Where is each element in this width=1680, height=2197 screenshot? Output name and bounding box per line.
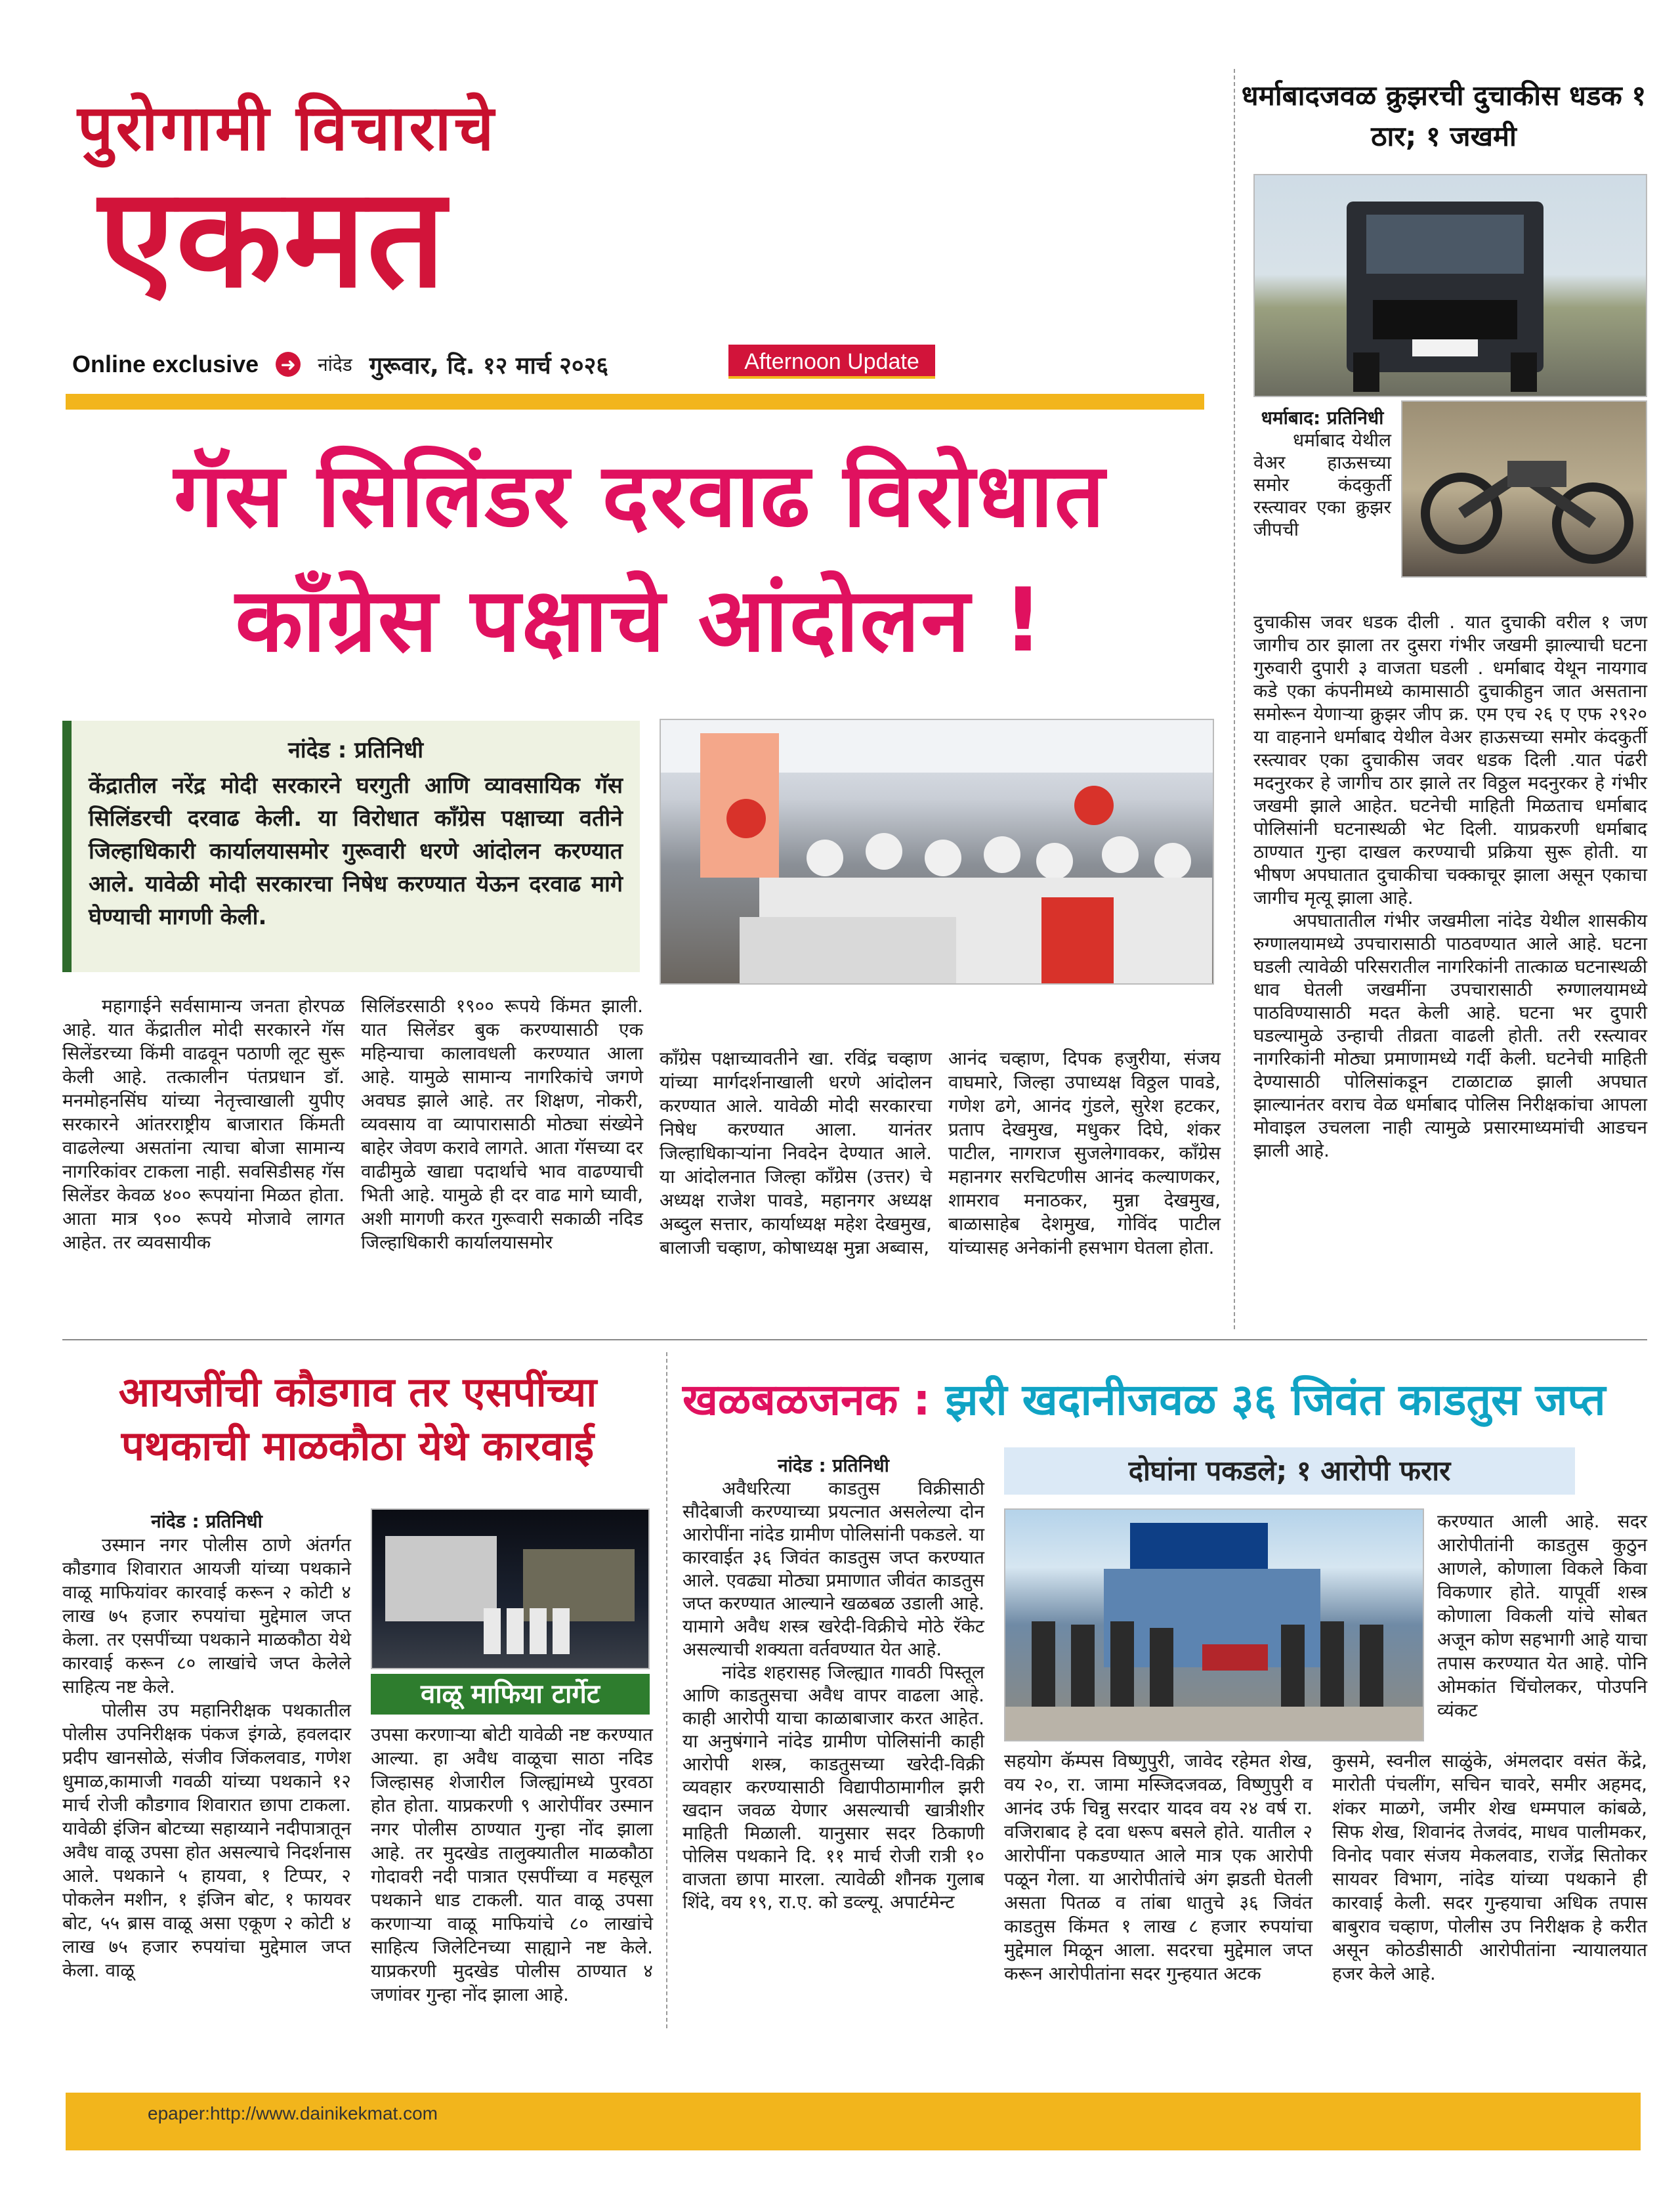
cartridge-col-3a-text: करण्यात आली आहे. सदर आरोपीतांनी काडतुस कुठुन आणले, कोणाला विकले किवा विकणार होते. यापूर्वी शस्त्र कोणाला विकली यांचे सोबत अजून कोण सहभागी आहे याचा तपास करण्यात येत आहे. पोनि ओमकांत चिंचोलकर, पोउपनि व्यंकट (1437, 1510, 1647, 1721)
cartridge-col-3b-text: कुसमे, स्वनील साळुंके, अंमलदार वसंत केंद्रे, मारोती पंचलींग, सचिन चावरे, समीर अहमद, शंकर माळगे, जमीर शेख धम्मपाल कांबळे, सिफ शेख, शिवानंद तेजवंद, माधव पालीमकर, विनोद पवार संजय मेकलवाड, राजेंद्र सितोकर सायवर विभाग, नांदेड यांच्या पथकाने ही कारवाई केली. सदर गुन्हयाचा अधिक तपास बाबुराव चव्हाण, पोलीस उप निरीक्षक हे करीत असून कोठडीसाठी आरोपीतांना न्यायालयात हजर केले आहे. (1332, 1750, 1647, 1984)
lead-summary-box (62, 721, 640, 972)
section-divider (62, 1339, 1647, 1340)
lead-headline-line1: गॅस सिलिंडर दरवाढ विरोधात (173, 444, 1106, 547)
lead-headline-line2: कॉंग्रेस पक्षाचे आंदोलन ! (235, 569, 1045, 672)
bike-illustration (1402, 402, 1647, 578)
bottom-column-divider (666, 1352, 667, 2028)
lead-col-4-text: आनंद चव्हाण, दिपक हजुरीया, संजय वाघमारे, जिल्हा उपाध्यक्ष विठ्ठल पावडे, गणेश ढगे, आनंद गुंडले, सुरेश हटकर, प्रताप देखमुख, मधुकर दिघे, शंकर पाटील, नागराज सुजलेगावकर, कॉंग्रेस महानगर सरचिटणीस आनंद कल्याणकर, शामराव मनाठकर, मुन्ना देखमुख, बाळासाहेब देशमुख, गोविंद पाटील यांच्यासह अनेकांनी हसभाग घेतला होता. (948, 1048, 1221, 1258)
police-station-photo (1004, 1508, 1424, 1741)
side-body-1: दुचाकीस जवर धडक दीली . यात दुचाकी वरील १ जण जागीच ठार झाला तर दुसरा गंभीर जखमी झाल्याची घटना गुरुवारी दुपारी ३ वाजता घडली . धर्माबाद येथून नायगाव कडे एका कंपनीमध्ये कामासाठी दुचाकीहुन जात असताना समोरून येणाऱ्या क्रुझर जीप क्र. एम एच २६ ए एफ २९२० या वाहनाने धर्माबाद येथील वेअर हाऊसच्या समोर कंदकुर्ती रस्त्यावर एका दुचाकीस जवर धडक दिली .यात पंढरी मदनुरकर हे जागीच ठार झाले तर विठ्ठल मदनुरकर हे गंभीर जखमी झाले आहेत. घटनेची माहिती मिळताच धर्माबाद पोलिसांनी घटनास्थळी भेट दिली. याप्रकरणी धर्माबाद ठाण्यात गुन्हा दाखल करण्याची प्रक्रिया सुरू होती. या भीषण अपघातात दुचाकीचा चक्काचूर झाला असून एकाचा जागीच मृत्यू झाला आहे. (1253, 611, 1647, 908)
cartridge-headline-text: झरी खदानीजवळ ३६ जिवंत काडतुस जप्त (945, 1375, 1606, 1425)
side-intro (1253, 407, 1391, 541)
column-divider (1234, 69, 1235, 1329)
edition-badge: Afternoon Update (728, 345, 935, 379)
cartridge-col-2 (1004, 1749, 1312, 1986)
cartridge-col-3b (1332, 1749, 1647, 1986)
masthead-rule (66, 394, 1204, 410)
cartridge-col-1a: अवैधरित्या काडतुस विक्रीसाठी सौदेबाजी करण्याच्या प्रयत्नात असलेल्या दोन आरोपींना नांदेड ग्रामीण पोलिसांनी पकडले. या कारवाईत ३६ जिवंत काडतुस जप्त करण्यात आले. एवढ्या मोठ्या प्रमाणात जीवंत काडतुस जप्त करण्यात आल्याने खळबळ उडाली आहे. यामागे अवैध शस्त्र खरेदी-विक्रीचे मोठे रॅकेट असल्याची शक्यता वर्तवण्यात येत आहे. (682, 1478, 984, 1660)
masthead-tagline: पुरोगामी विचाराचे (77, 91, 497, 165)
lead-col-3-text: कॉंग्रेस पक्षाच्यावतीने खा. रविंद्र चव्हाण यांच्या मार्गदर्शनाखाली धरणे आंदोलन करण्यात आले. यावेळी मोदी सरकारचा निषेध करण्यात आला. यानंतर जिल्हाधिकाऱ्यांना निवदेन देण्यात आले. या आंदोलनात जिल्हा कॉंग्रेस (उत्तर) चे अध्यक्ष राजेश पावडे, महानगर अध्यक्ष अब्दुल सत्तार, कार्याध्यक्ष महेश देखमुख, बालाजी चव्हाण, कोषाध्यक्ष मुन्ना अब्वास, (660, 1048, 932, 1258)
side-intro-text: धर्माबाद येथील वेअर हाऊसच्या समोर कंदकुर्ती रस्त्यावर एका क्रुझर जीपची (1253, 429, 1391, 540)
sand-photo-caption: वाळू माफिया टार्गेट (371, 1674, 650, 1715)
cartridge-kicker: खळबळजनक : (682, 1375, 931, 1425)
arrow-right-circle-icon: ➜ (276, 352, 301, 377)
police-photo-illustration (1005, 1510, 1424, 1741)
sand-col-2 (371, 1723, 653, 2007)
cartridge-byline: नांदेड : प्रतिनिधी (778, 1455, 889, 1476)
lead-col-4 (948, 1047, 1221, 1260)
accident-bike-photo (1401, 400, 1647, 578)
side-byline: धर्माबाद: प्रतिनिधी (1261, 407, 1384, 429)
sand-headline (62, 1365, 653, 1473)
lead-col-3 (660, 1047, 932, 1260)
side-headline: धर्माबादजवळ क्रुझरची दुचाकीस धडक १ ठार; १ जखमी (1241, 79, 1647, 152)
cartridge-col-1 (682, 1454, 984, 1913)
sand-headline-line1: आयजींची कौडगाव तर एसपींच्या (118, 1368, 597, 1416)
lead-col-1 (62, 994, 345, 1254)
footer-epaper-link[interactable]: epaper:http://www.dainikekmat.com (148, 2103, 438, 2123)
sand-byline: नांदेड : प्रतिनिधी (151, 1510, 262, 1532)
masthead-brand-logo: एकमत (98, 156, 447, 318)
lead-col-2 (361, 994, 643, 1254)
side-body-2: अपघातातील गंभीर जखमीला नांदेड येथील शासकीय रुग्णालयामध्ये उपचारासाठी पाठवण्यात आले आहे. घटना घडली त्यावेळी परिसरातील नागरिकांनी तात्काळ घटनास्थळी धाव घेतली जखमींना उपचारासाठी रुग्णालयामध्ये पाठविण्यासाठी मदत केली आहे. घटना भर दुपारी घडल्यामुळे उन्हाची तीव्रता वाढली होती. तरी रस्त्यावर नागरिकांनी मोठ्या प्रमाणामध्ये गर्दी केली. घटनेची माहिती देण्यासाठी पोलिसांकडून टाळाटाळ झाली अपघात झाल्यानंतर वराच वेळ धर्माबाद पोलिस निरीक्षकांचा आपला मोवाइल उचलला नाही त्यामुळे प्रसारमाध्यमांची आडचन झाली आहे. (1253, 910, 1647, 1161)
sand-headline-line2: पथकाची माळकौठा येथे कारवाई (121, 1422, 595, 1470)
lead-byline: नांदेड : प्रतिनिधी (287, 737, 424, 763)
jeep-illustration (1255, 175, 1647, 397)
sand-col-1 (62, 1510, 351, 1982)
sand-photo-illustration (372, 1510, 650, 1669)
cartridge-col-3a (1437, 1510, 1647, 1722)
dateline-date: गुरूवार, दि. १२ मार्च २०२६ (369, 352, 609, 379)
cartridge-col-1b: नांदेड शहरासह जिल्ह्यात गावठी पिस्तूल आणि काडतुसचा अवैध वापर वाढला आहे. काही आरोपी याचा काळाबाजार करत आहेत. या अनुषंगाने नांदेड ग्रामीण पोलिसांनी काही आरोपी शस्त्र, काडतुसच्या खरेदी-विक्री व्यवहार करण्यासाठी विद्यापीठामागील झरी खदान जवळ येणार असल्याची खात्रीशीर माहिती मिळाली. यानुसार सदर ठिकाणी पोलिस पथकाने दि. ११ मार्च रोजी रात्री १० वाजता छापा मारला. त्यावेळी शौनक गुलाब शिंदे, वय १९, रा.ए. को डव्ल्यू. अपार्टमेन्ट (682, 1661, 984, 1913)
cartridge-headline (682, 1372, 1647, 1428)
dateline-city: नांदेड (318, 354, 352, 375)
accident-jeep-photo (1253, 174, 1647, 397)
protest-photo-illustration (661, 720, 1214, 985)
sand-mafia-photo (371, 1508, 650, 1669)
cartridge-subheadline: दोघांना पकडले; १ आरोपी फरार (1004, 1447, 1575, 1495)
lead-headline (62, 433, 1217, 683)
lead-col-1-text: महागाईने सर्वसामान्य जनता होरपळ आहे. यात केंद्रातील मोदी सरकारने गॅस सिलेंडरच्या किंमी वाढवून पठाणी लूट सुरू केली आहे. तत्कालीन पंतप्रधान डॉ. मनमोहनसिंघ यांच्या नेतृत्त्वाखाली युपीए सरकारने आंतरराष्ट्रीय बाजारात किंमती वाढलेल्या असतांना त्याचा बोजा सामान्य नागरिकांवर टाकला नाही. सवसिडीसह गॅस सिलेंडर केवळ ४०० रूपयांना मिळत होता. आता मात्र ९०० रूपये मोजावे लागत आहेत. तर व्यवसायीक (62, 995, 345, 1253)
protest-photo (660, 719, 1214, 985)
sand-col-1b: पोलीस उप महानिरीक्षक पथकातील पोलीस उपनिरीक्षक पंकज इंगळे, हवलदार प्रदीप खानसोळे, संजीव जिंकलवाड, गणेश धुमाळ,कामाजी गवळी यांच्या पथकाने १२ मार्च रोजी कौडगाव शिवारात छापा टाकला. यावेळी इंजिन बोटच्या सहाय्याने नदीपात्रातून अवैध वाळू उपसा होत असल्याचे निदर्शनास आले. पथकाने ५ हायवा, १ टिप्पर, २ पोकलेन मशीन, १ इंजिन बोट, १ फायवर बोट, ५५ ब्रास वाळू असा एकूण २ कोटी ४ लाख ७५ हजार रुपयांचा मुद्देमाल जप्त केला. वाळू (62, 1699, 351, 1981)
online-exclusive-label: Online exclusive (72, 351, 259, 377)
cartridge-col-2-text: सहयोग कॅम्पस विष्णुपुरी, जावेद रहेमत शेख, वय २०, रा. जामा मस्जिदजवळ, विष्णुपुरी व आनंद उर्फ चिन्नु सरदार यादव वय २४ वर्ष रा. वजिराबाद हे दवा धरूप बसले होते. यातील २ आरोपींना पकडण्यात आले मात्र एक आरोपी पळून गेला. या आरोपीतांचे अंग झडती घेतली असता पितळ व तांबा धातुचे ३६ जिवंत काडतुस किंमत १ लाख ८ हजार रुपयांचा मुद्देमाल मिळून आला. सदरचा मुद्देमाल जप्त करून आरोपीतांना सदर गुन्हयात अटक (1004, 1750, 1312, 1984)
sand-col-2-text: उपसा करणाऱ्या बोटी यावेळी नष्ट करण्यात आल्या. हा अवैध वाळूचा साठा नदिड जिल्हासह शेजारील जिल्ह्यांमध्ये पुरवठा होत होता. याप्रकरणी ९ आरोपींवर उस्मान नगर पोलीस ठाण्यात गुन्हा नोंद झाला आहे. तर मुदखेड तालुक्यातील माळकौठा गोदावरी नदी पात्रात एसपींच्या व महसूल पथकाने धाड टाकली. यात वाळू उपसा करणाऱ्या वाळू माफियांचे ८० लाखांचे साहित्य जिलेटिनच्या साह्याने नष्ट केले. याप्रकरणी मुदखेड पोलीस ठाण्यात ४ जणांवर गुन्हा नोंद झाला आहे. (371, 1724, 653, 2005)
sand-col-1a: उस्मान नगर पोलीस ठाणे अंतर्गत कौडगाव शिवारात आयजी यांच्या पथकाने वाळू माफियांवर कारवाई करून २ कोटी ४ लाख ७५ हजार रुपयांचा मुद्देमाल जप्त केला. तर एसपींच्या पथकाने माळकौठा येथे कारवाई करून ८० लाखांचे जप्त केलेले साहित्य नष्ट केले. (62, 1534, 351, 1697)
lead-col-2-text: सिलिंडरसाठी १९०० रूपये किंमत झाली. यात सिलेंडर बुक करण्यासाठी एक महिन्याचा कालावधली करण्यात आला आहे. यामुळे सामान्य नागरिकांचे जगणे अवघड झाले आहे. तर शिक्षण, नोकरी, व्यवसाय वा व्यापारासाठी मोठ्या संख्येने बाहेर जेवण करावे लागते. आता गॅसच्या दर वाढीमुळे खाद्या पदार्थाचे भाव वाढण्याची भिती आहे. यामुळे ही दर वाढ मागे घ्यावी, अशी मागणी करत गुरूवारी सकाळी नदिड जिल्हाधिकारी कार्यालयासमोर (361, 995, 643, 1253)
side-body (1253, 610, 1647, 1162)
lead-summary-text: केंद्रातील नरेंद्र मोदी सरकारने घरगुती आणि व्यावसायिक गॅस सिलिंडरची दरवाढ केली. या विरोधात कॉंग्रेस पक्षाच्या वतीने जिल्हाधिकारी कार्यालयासमोर गुरूवारी धरणे आंदोलन करण्यात आले. यावेळी मोदी सरकारचा निषेध करण्यात येऊन दरवाढ मागे घेण्याची मागणी केली. (89, 773, 623, 930)
